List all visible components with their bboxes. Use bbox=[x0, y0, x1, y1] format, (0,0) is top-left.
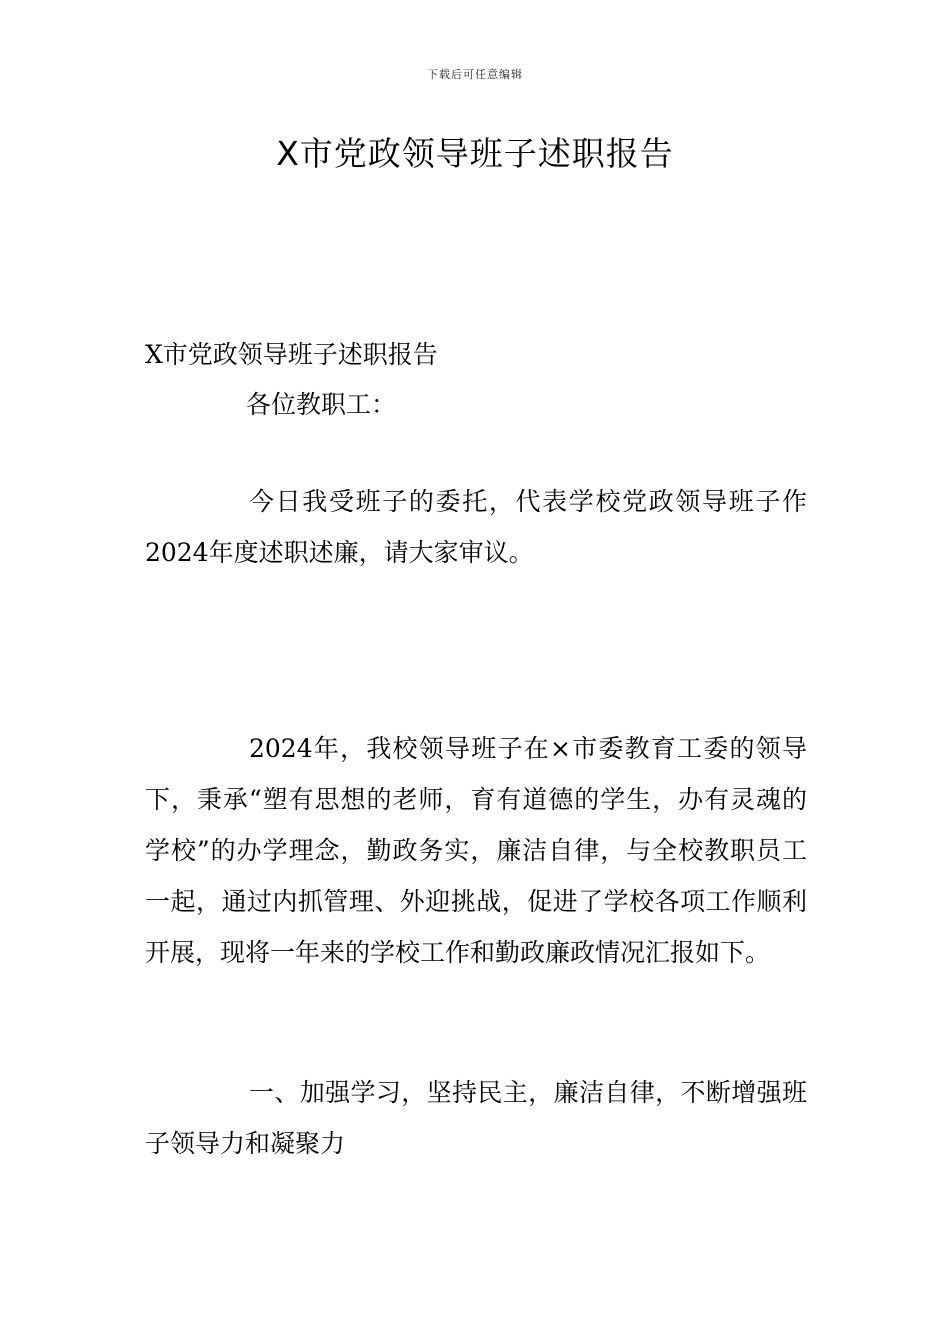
paragraph-summary: 2024年，我校领导班子在×市委教育工委的领导下，秉承“塑有思想的老师，育有道德的学生，办有灵魂的学校”的办学理念，勤政务实，廉洁自律，与全校教职员工一起，通过内抓管理、外迎挑战，促进了学校各项工作顺利开展，现将一年来的学校工作和勤政廉政情况汇报如下。 bbox=[145, 734, 807, 967]
header-note: 下载后可任意编辑 bbox=[427, 68, 523, 81]
salutation: 各位教职工： bbox=[246, 390, 397, 419]
section-heading-1: 一、加强学习，坚持民主，廉洁自律，不断增强班子领导力和凝聚力 bbox=[145, 1078, 807, 1158]
document-title: X市党政领导班子述职报告 bbox=[276, 134, 674, 173]
document-subtitle: X市党政领导班子述职报告 bbox=[145, 340, 438, 369]
paragraph-intro: 今日我受班子的委托，代表学校党政领导班子作2024年度述职述廉，请大家审议。 bbox=[145, 487, 807, 567]
